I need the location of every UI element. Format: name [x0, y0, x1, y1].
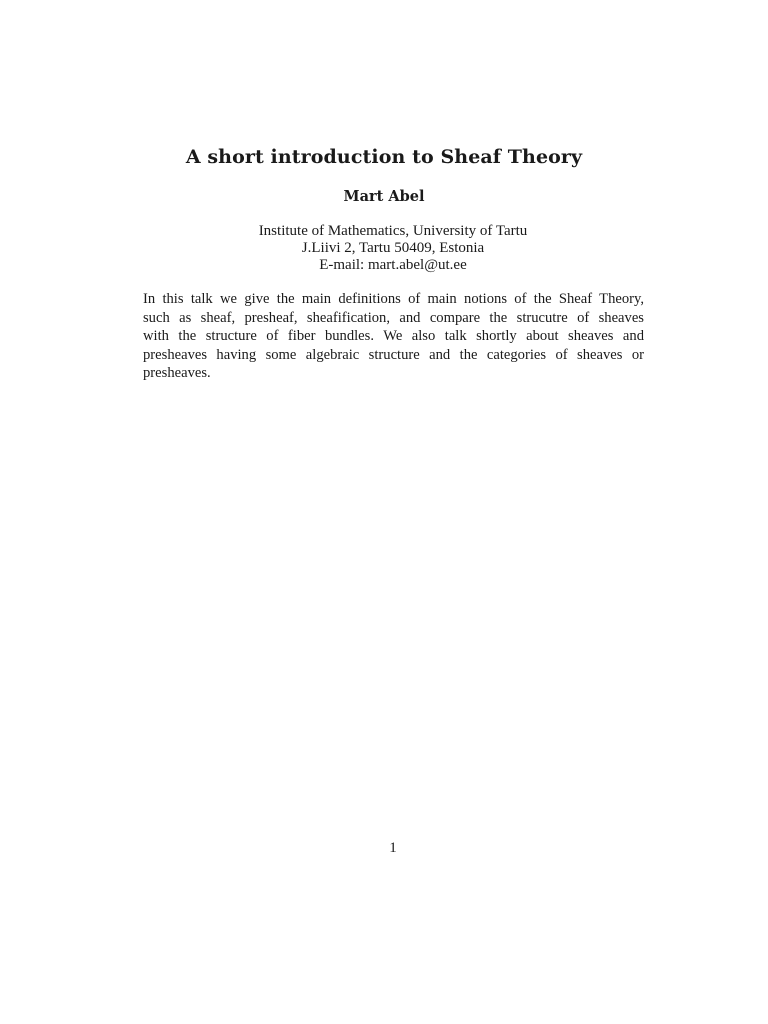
abstract-line: In this talk we give the main definitions of main notions of the Sheaf Theory, — [143, 291, 644, 307]
abstract-line: presheaves. — [143, 365, 211, 381]
affiliation-address: J.Liivi 2, Tartu 50409, Estonia — [301, 240, 485, 256]
author-name: Mart Abel — [343, 188, 425, 205]
abstract-line: presheaves having some algebraic structure and the categories of sheaves or — [143, 346, 644, 363]
affiliation-block — [0, 223, 768, 274]
paper-title: A short introduction to Sheaf Theory — [185, 146, 583, 168]
abstract-line: such as sheaf, presheaf, sheafification, and compare the strucutre of sheaves — [143, 309, 644, 326]
abstract-paragraph — [143, 290, 644, 383]
affiliation-email: E-mail: mart.abel@ut.ee — [319, 257, 467, 273]
abstract-line: with the structure of fiber bundles. We also talk shortly about sheaves and — [143, 328, 644, 344]
page-number: 1 — [389, 840, 397, 856]
affiliation-institute: Institute of Mathematics, University of Tartu — [258, 223, 528, 239]
